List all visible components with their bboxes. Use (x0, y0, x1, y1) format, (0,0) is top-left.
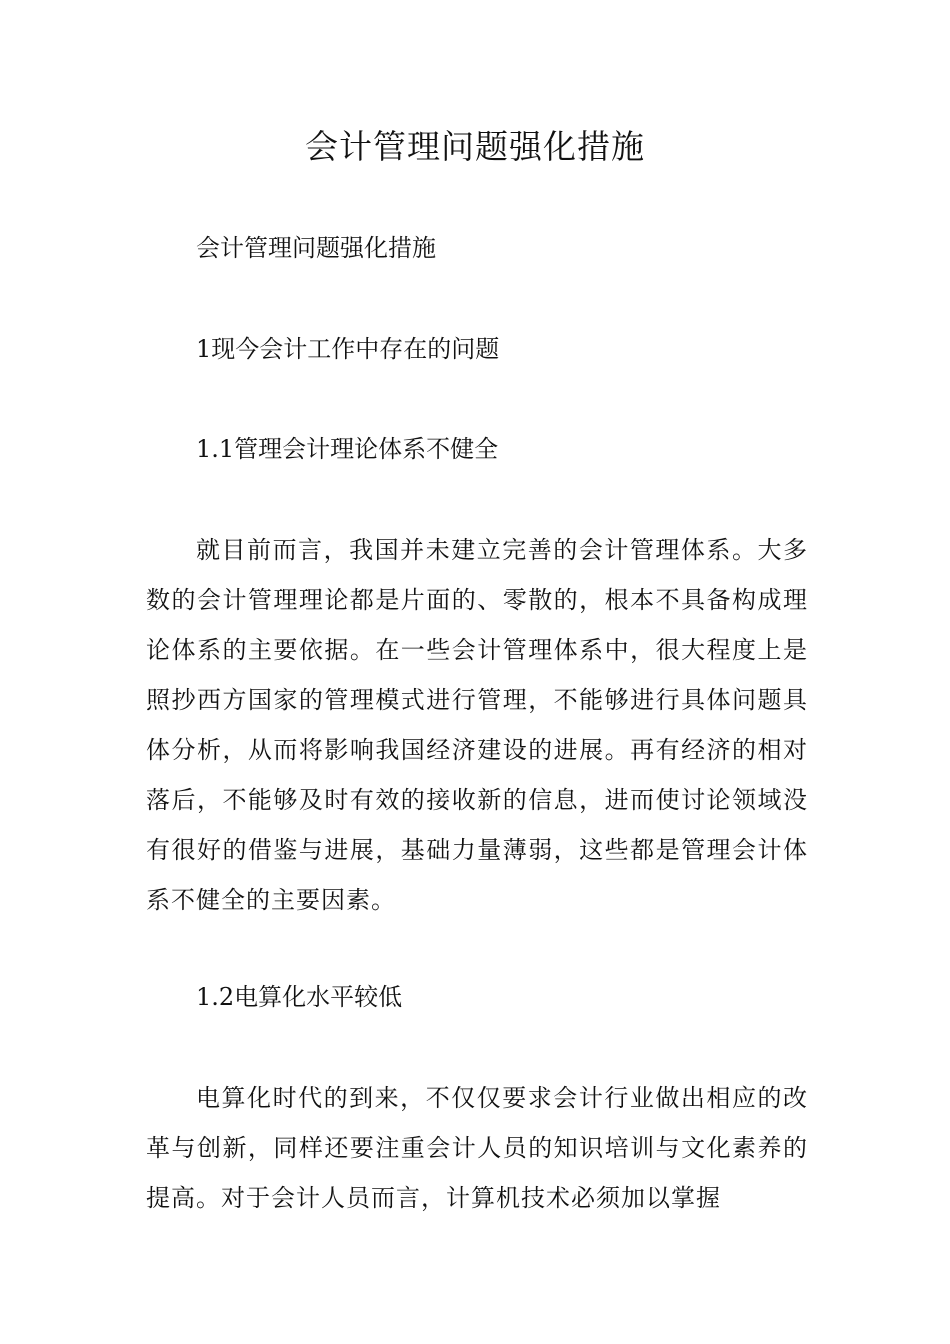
document-subtitle: 会计管理问题强化措施 (196, 234, 436, 262)
section-heading-1-2: 1.2电算化水平较低 (196, 983, 403, 1011)
paragraph-2: 电算化时代的到来，不仅仅要求会计行业做出相应的改革与创新，同样还要注重会计人员的知识培训与文化素养的提高。对于会计人员而言，计算机技术必须加以掌握 (146, 1084, 808, 1212)
document-title: 会计管理问题强化措施 (305, 127, 645, 166)
section-heading-1-1: 1.1管理会计理论体系不健全 (196, 435, 499, 463)
paragraph-1: 就目前而言，我国并未建立完善的会计管理体系。大多数的会计管理理论都是片面的、零散的，根本不具备构成理论体系的主要依据。在一些会计管理体系中，很大程度上是照抄西方国家的管理模式进行管理，不能够进行具体问题具体分析，从而将影响我国经济建设的进展。再有经济的相对落后，不能够及时有效的接收新的信息，进而使讨论领域没有很好的借鉴与进展，基础力量薄弱，这些都是管理会计体系不健全的主要因素。 (146, 536, 808, 914)
section-heading-1: 1现今会计工作中存在的问题 (196, 335, 500, 363)
